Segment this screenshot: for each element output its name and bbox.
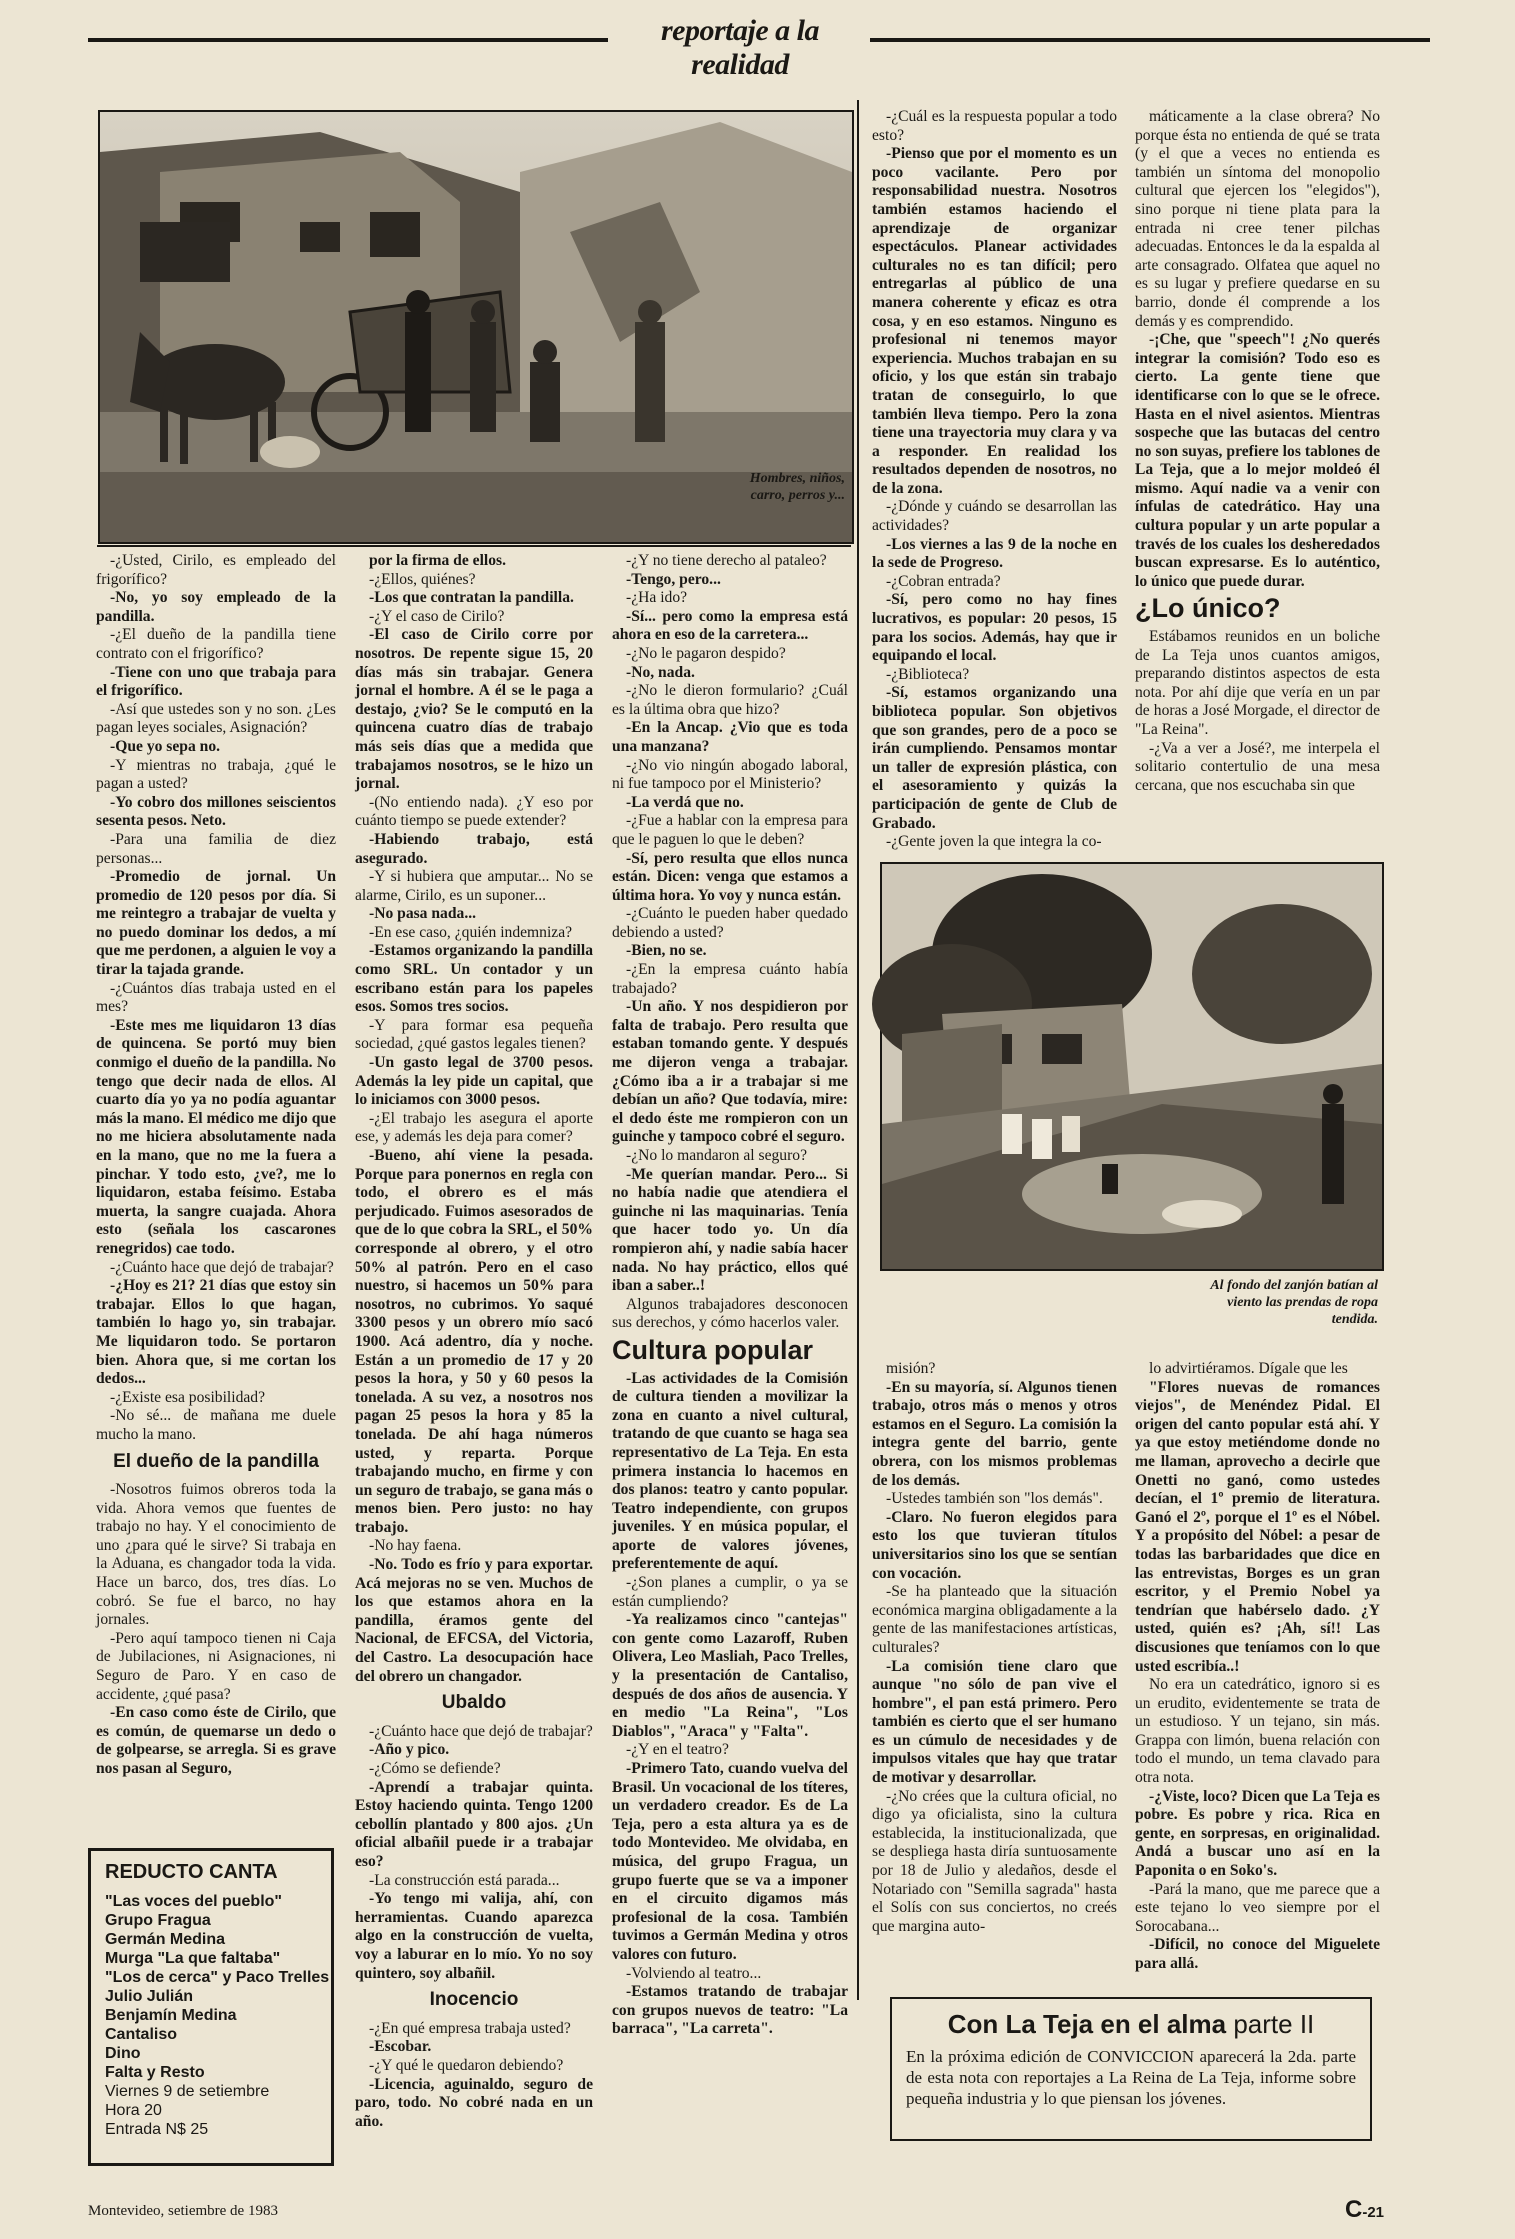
answer-paragraph: por la firma de ellos.: [369, 552, 507, 569]
question-paragraph: -¿El dueño de la pandilla tiene contrato con el frigorífico?: [96, 626, 336, 662]
question-paragraph: -Volviendo al teatro...: [626, 1964, 762, 1982]
answer-paragraph: -Bueno, ahí viene la pesada. Porque para ponernos en regla con todo, el obrero es el más perjudicado. Fuimos asesorados de que de lo que cobra la SRL, el 50% corresponde al obrero, y el otro 50% al patrón. Pero en el caso nuestro, si hacemos un 50% para nosotros, no cubrimos. Yo saqué 3300 pesos y un obrero mío sacó 1900. Acá adentro, día y noche. Están a un promedio de 17 y 20 pesos la hora, y 50 y 60 pesos la tonelada. A su vez, a nosotros nos pagan 25 pesos la hora y 85 la tonelada. De ahí haga números usted, y reparta. Porque trabajando mucho, en firme y con un seguro de trabajo, se gana más o menos bien. Pero justo: no hay trabajo.: [355, 1147, 593, 1536]
question-paragraph: -¿No crées que la cultura oficial, no digo ya oficialista, sino la cultura establecida, la institucionalizada, que se despliega hasta diría suntuosamente por 18 de Julio y aledaños, desde el Notariado con "Semilla sagrada" hasta el Solís con sus conciertos, no creés que margina auto-: [872, 1787, 1117, 1935]
photo2-caption: Al fondo del zanjón batían al viento las prendas de ropa tendida.: [1210, 1278, 1378, 1327]
answer-paragraph: -Los viernes a las 9 de la noche en la sede de Progreso.: [872, 535, 1117, 572]
answer-paragraph: "Flores nuevas de romances viejos", de Menéndez Pidal. El origen del canto popular está ahí. Y ya que estoy metiéndome donde no me llaman, aprovecho a decirle que Onetti no ganó, como ustedes decían, el 1º premio de literatura. Ganó el 2º, porque el 1º es el Nóbel. Y a propósito del Nóbel: a pesar de todas las barbaridades que dice en las entrevistas, Borges es un gran escritor, y el Premio Nobel ya tendrían que habérselo dado. ¿Y usted, quién es? ¡Ah, sí!! Las discusiones que teníamos con lo que usted escribía..!: [1135, 1378, 1380, 1675]
question-paragraph: -¿No le pagaron despido?: [626, 644, 786, 662]
answer-paragraph: -Yo cobro dos millones seiscientos sesenta pesos. Neto.: [96, 793, 336, 830]
question-paragraph: -¿Va a ver a José?, me interpela el solitario contertulio de una mesa cercana, que nos escuchaba sin que: [1135, 739, 1380, 794]
answer-paragraph: -Sí, estamos organizando una biblioteca popular. Son objetivos que son grandes, pero de a poco se irán cumpliendo. Pensamos montar un taller de expresión plástica, con el asesoramiento y quizás la participación de gente de Club de Grabado.: [872, 684, 1117, 832]
section-heading: Cultura popular: [612, 1334, 813, 1365]
question-paragraph: -¿El trabajo les asegura el aporte ese, y además les deja para comer?: [355, 1109, 593, 1146]
question-paragraph: -Ustedes también son "los demás".: [886, 1490, 1103, 1508]
article-column-3: [612, 552, 848, 2112]
section-heading: ¿Lo único?: [1135, 593, 1281, 624]
rule-under-photo: [97, 545, 851, 547]
question-paragraph: -Pará la mano, que me parece que a este tejano lo veo siempre por el Sorocabana...: [1135, 1880, 1380, 1935]
lineup-item: Cantaliso: [105, 2026, 178, 2043]
promo-title-main: Con La Teja en el alma: [947, 2009, 1227, 2039]
question-paragraph: -¿Cuánto le pueden haber quedado debiendo a usted?: [612, 905, 848, 941]
lineup-item: Benjamín Medina: [105, 2007, 237, 2024]
subheading: Ubaldo: [441, 1692, 507, 1714]
answer-paragraph: -¿Hoy es 21? 21 días que estoy sin trabajar. Ellos lo que hagan, también lo hago yo, sin trabajar. Me liquidaron todo. Se portaron bien. Ahora que, si me cortan los dedos...: [96, 1277, 336, 1388]
answer-paragraph: -No pasa nada...: [369, 905, 477, 923]
answer-paragraph: -Los que contratan la pandilla.: [369, 589, 574, 607]
question-paragraph: -Y mientras no trabaja, ¿qué le pagan a usted?: [96, 756, 336, 793]
answer-paragraph: -Estamos tratando de trabajar con grupos nuevos de teatro: "La barraca", "La carreta".: [612, 1983, 848, 2038]
answer-paragraph: -Sí, pero como no hay fines lucrativos, es popular: 20 pesos, 15 para los socios. Además, hay que ir equipando el local.: [872, 591, 1117, 665]
question-paragraph: No era un catedrático, ignoro si es un erudito, evidentemente se trata de un estudioso. Y un tejano, sin más. Grappa con limón, buena relación con todo el mundo, un tema clavado para otra nota.: [1135, 1676, 1380, 1787]
question-paragraph: -¿Fue a hablar con la empresa para que le paguen lo que le deben?: [612, 812, 848, 848]
question-paragraph: -Y si hubiera que amputar... No se alarme, Cirilo, es un suponer...: [355, 868, 593, 904]
header-rule-left: [88, 38, 608, 42]
promo-title: [892, 2009, 1370, 2040]
footer-place-date: Montevideo, setiembre de 1983: [88, 2203, 278, 2219]
answer-paragraph: -¿Viste, loco? Dicen que La Teja es pobre. Es pobre y rica. Rica en gente, en sorpresas, en originalidad. Andá a buscar uno así en la Paponita o en Soko's.: [1135, 1787, 1380, 1880]
magazine-mark: C: [1345, 2196, 1363, 2223]
answer-paragraph: -Habiendo trabajo, está asegurado.: [355, 830, 593, 867]
answer-paragraph: -Las actividades de la Comisión de cultura tienden a movilizar la zona en cuanto a nivel cultural, tratando de que cuanto se haga sea representativo de La Teja. En esta primera instancia lo hacemos en dos planos: teatro y canto popular. Teatro independiente, con grupos juveniles. Y en música popular, el aporte de valores jóvenes, preferentemente de aquí.: [612, 1369, 848, 1573]
answer-paragraph: -En la Ancap. ¿Vio que es toda una manzana?: [612, 719, 848, 755]
answer-paragraph: -¡Che, que "speech"! ¿No querés integrar la comisión? Todo eso es cierto. La gente tiene que identificarse con lo que se le ofrece. Hasta en el nivel asientos. Mientras sospeche que las butacas del centro no son suyas, prefiere los tablones de La Teja, que a lo mejor moldeó él mismo. Aquí nadie va a venir con ínfulas de catedrático. Hay una cultura popular y un arte popular a través de los cuales los desheredados buscan expresarse. Es lo auténtico, lo único que puede durar.: [1135, 331, 1380, 590]
question-paragraph: -¿Y qué le quedaron debiendo?: [369, 2056, 564, 2074]
question-paragraph: -La construcción está parada...: [369, 1871, 560, 1889]
article-column-1: [96, 552, 336, 1832]
subheading: El dueño de la pandilla: [113, 1450, 319, 1472]
question-paragraph: -¿Y en el teatro?: [626, 1741, 729, 1759]
question-paragraph: misión?: [886, 1360, 936, 1377]
question-paragraph: Algunos trabajadores desconocen sus derechos, y cómo hacerlos valer.: [612, 1295, 848, 1332]
answer-paragraph: -Este mes me liquidaron 13 días de quincena. Se portó muy bien conmigo el dueño de la pandilla. No tengo que decir nada de ellos. Al cuarto día yo ya no podía aguantar más la mano. El médico me dijo que no me hiciera absolutamente nada en la mano, que no me la fuera a pinchar. Y todo esto, ¿ve?, me lo liquidaron, estaba feísimo. Estaba muerta, la sangre cuajada. Ahora esto (señala los cascarones renegridos) cae todo.: [96, 1016, 336, 1257]
article-column-4-bottom: [872, 1360, 1117, 1975]
lineup-item: Falta y Resto: [105, 2064, 205, 2081]
question-paragraph: -No hay faena.: [369, 1537, 462, 1555]
page-number: [1345, 2196, 1384, 2224]
question-paragraph: -¿Cuánto hace que dejó de trabajar?: [110, 1258, 334, 1276]
lineup-item: "Las voces del pueblo": [105, 1893, 282, 1910]
lineup-item: Hora 20: [105, 2102, 162, 2119]
lineup-item: Julio Julián: [105, 1988, 194, 2005]
answer-paragraph: -En caso como éste de Cirilo, que es común, de quemarse un dedo o de golpearse, se arregla. Si es grave nos pasan al Seguro,: [96, 1704, 336, 1777]
answer-paragraph: -Tengo, pero...: [626, 570, 721, 588]
answer-paragraph: -Sí... pero como la empresa está ahora en eso de la carretera...: [612, 607, 848, 644]
reducto-canta-title: REDUCTO CANTA: [105, 1861, 278, 1883]
question-paragraph: -En ese caso, ¿quién indemniza?: [369, 923, 573, 941]
answer-paragraph: -Pienso que por el momento es un poco vacilante. Pero por responsabilidad nuestra. Nosotros también estamos haciendo el aprendizaje de organizar espectáculos. Planear actividades culturales no es tan difícil; pero entregarlas al público de una manera coherente y eficaz es otra cosa, y en eso estamos. Ninguno es profesional ni tenemos mayor experiencia. Muchos trabajan en su oficio, y los que están sin trabajo tratan de conseguirlo, lo que también lleva tiempo. Pero la zona tiene una trayectoria muy clara y va a responder. En realidad los resultados dependen de nosotros, no de la zona.: [872, 145, 1117, 497]
header-rule-right: [870, 38, 1430, 42]
question-paragraph: -¿Cómo se defiende?: [369, 1760, 501, 1777]
lineup-item: Murga "La que faltaba": [105, 1950, 281, 1967]
reducto-canta-lineup: [105, 1892, 331, 2139]
question-paragraph: -¿Dónde y cuándo se desarrollan las actividades?: [872, 498, 1117, 535]
answer-paragraph: -Primero Tato, cuando vuelva del Brasil. Un vocacional de los títeres, un verdadero creador. Es de La Teja, pero a esta altura ya es de todo Montevideo. Me olvidaba, en música, del grupo Fragua, un grupo fuerte que se va a imponer en el circuito digamos más profesional de la cosa. También tuvimos a Germán Medina y otros valores con futuro.: [612, 1760, 848, 1963]
photo1-caption: Hombres, niños, carro, perros y...: [749, 471, 845, 503]
question-paragraph: -Para una familia de diez personas...: [96, 830, 336, 867]
question-paragraph: -(No entiendo nada). ¿Y eso por cuánto tiempo se puede extender?: [355, 793, 593, 830]
question-paragraph: Estábamos reunidos en un boliche de La Teja unos cuantos amigos, preparando distintos aspectos de esta nota. Por ahí dije que vería en un par de horas a José Morgade, el director de "La Reina".: [1135, 628, 1380, 738]
question-paragraph: -¿Cuántos días trabaja usted en el mes?: [96, 979, 336, 1016]
answer-paragraph: -Un año. Y nos despidieron por falta de trabajo. Pero resulta que estaban tomando gente. Y después me dijeron venga a trabajar. ¿Cómo iba a ir a trabajar si me debían un año? Que todavía, mire: el dedo éste me rompieron con un guinche y tampoco cobré el seguro.: [612, 998, 848, 1146]
answer-paragraph: -Aprendí a trabajar quinta. Estoy haciendo quinta. Tengo 1200 cebollín plantado y 800 ajos. ¿Un oficial albañil puede ir a trabajar eso?: [355, 1778, 593, 1870]
question-paragraph: -Y para formar esa pequeña sociedad, ¿qué gastos legales tienen?: [355, 1016, 593, 1053]
next-edition-promo: [890, 1997, 1372, 2141]
question-paragraph: -¿Cuál es la respuesta popular a todo esto?: [872, 108, 1117, 144]
answer-paragraph: -El caso de Cirilo corre por nosotros. De repente sigue 15, 20 días más sin trabajar. Genera jornal el hombre. A él se le paga a destajo, ¿vio? Se le computó en la quincena cuatro días de trabajo más seis días que a medida que trabajamos nosotros, se le hizo un jornal.: [355, 626, 593, 793]
article-column-5-top: [1135, 108, 1380, 853]
promo-body: En la próxima edición de CONVICCION aparecerá la 2da. parte de esta nota con reportajes a La Reina de La Teja, informe sobre pequeña industria y lo que piensan los jóvenes.: [906, 2047, 1356, 2108]
answer-paragraph: -Escobar.: [369, 2038, 432, 2056]
question-paragraph: -Se ha planteado que la situación económica margina obligadamente a la gente de las manifestaciones artísticas, culturales?: [872, 1583, 1117, 1656]
page-number-value: -21: [1362, 2204, 1385, 2221]
answer-paragraph: -Difícil, no conoce del Miguelete para allá.: [1135, 1936, 1380, 1972]
question-paragraph: -¿En qué empresa trabaja usted?: [369, 2019, 571, 2037]
answer-paragraph: -La verdá que no.: [626, 793, 744, 811]
lineup-item: Dino: [105, 2045, 141, 2062]
answer-paragraph: -Un gasto legal de 3700 pesos. Además la ley pide un capital, que lo iniciamos con 3000 pesos.: [355, 1054, 593, 1109]
question-paragraph: -¿No lo mandaron al seguro?: [626, 1147, 807, 1164]
answer-paragraph: -Yo tengo mi valija, ahí, con herramientas. Cuando aparezca algo en la construcción de vuelta, voy a laburar en lo mío. Yo no soy quintero, soy albañil.: [355, 1890, 593, 1982]
answer-paragraph: -La comisión tiene claro que aunque "no sólo de pan vive el hombre", el pan está primero. Pero también es cierto que el ser humano es un cúmulo de necesidades y de impulsos vitales que hay que tratar de motivar y desarrollar.: [872, 1657, 1117, 1787]
answer-paragraph: -Promedio de jornal. Un promedio de 120 pesos por día. Si me reintegro a trabajar de vuelta y no puedo dominar los dedos, a mí que me perdonen, a alguien le voy a tirar la tajada grande.: [96, 868, 336, 979]
answer-paragraph: -No. Todo es frío y para exportar. Acá mejoras no se ven. Muchos de los que estamos ahora en la pandilla, éramos gente del Nacional, de EFCSA, del Victoria, del Castro. La desocupación hace del obrero un changador.: [355, 1556, 593, 1685]
rule-col-divider: [857, 100, 859, 2000]
photo-ravine-laundry: [880, 862, 1384, 1271]
subheading: Inocencio: [429, 1989, 519, 2011]
answer-paragraph: -Tiene con uno que trabaja para el frigorífico.: [96, 663, 336, 700]
question-paragraph: -¿Existe esa posibilidad?: [110, 1388, 266, 1406]
question-paragraph: -¿Usted, Cirilo, es empleado del frigorífico?: [96, 552, 336, 588]
answer-paragraph: -Sí, pero resulta que ellos nunca están. Dicen: venga que estamos a última hora. Yo voy y nunca están.: [612, 849, 848, 904]
answer-paragraph: -Año y pico.: [369, 1741, 450, 1759]
section-header: reportaje a la realidad: [661, 14, 819, 81]
question-paragraph: -¿Cobran entrada?: [886, 572, 1001, 590]
answer-paragraph: -Me querían mandar. Pero... Si no había nadie que atendiera el guinche ni las maquinarias. Tenía que hacer todo yo. Un día rompieron ahí, y nadie sabía hacer nada. No hay práctico, ellos qué iban a saber..!: [612, 1165, 848, 1295]
answer-paragraph: -Bien, no se.: [626, 942, 707, 960]
question-paragraph: máticamente a la clase obrera? No porque ésta no entienda de qué se trata (y el que a veces no entienda es también un síntoma del monopolio cultural que ejercen los "elegidos"), sino porque ni tiene plata para la entrada ni cree tener pilchas adecuadas. Entonces le da la espalda al arte consagrado. Olfatea que aquel no es su lugar y prefiere quedarse en su barrio, donde él comprende a los demás y es comprendido.: [1135, 108, 1380, 330]
lineup-item: Viernes 9 de setiembre: [105, 2083, 270, 2100]
answer-paragraph: -No, yo soy empleado de la pandilla.: [96, 589, 336, 625]
article-column-4-top: [872, 108, 1117, 853]
question-paragraph: -¿Son planes a cumplir, o ya se están cumpliendo?: [612, 1574, 848, 1610]
question-paragraph: -¿No vio ningún abogado laboral, ni fue tampoco por el Ministerio?: [612, 756, 848, 793]
question-paragraph: -Pero aquí tampoco tienen ni Caja de Jubilaciones, ni Asignaciones, ni Seguro de Paro. Y en caso de accidente, ¿qué pasa?: [96, 1629, 336, 1703]
question-paragraph: -¿Y no tiene derecho al pataleo?: [626, 552, 827, 569]
question-paragraph: -¿Cuánto hace que dejó de trabajar?: [369, 1722, 593, 1740]
answer-paragraph: -Licencia, aguinaldo, seguro de paro, todo. No cobré nada en un año.: [355, 2075, 593, 2130]
answer-paragraph: -No, nada.: [626, 663, 695, 681]
lineup-item: Germán Medina: [105, 1931, 226, 1948]
promo-title-part: parte II: [1233, 2009, 1315, 2039]
question-paragraph: -¿En la empresa cuánto había trabajado?: [612, 961, 848, 997]
article-column-5-bottom: [1135, 1360, 1380, 1975]
answer-paragraph: -Que yo sepa no.: [110, 737, 221, 755]
question-paragraph: -¿Ellos, quiénes?: [369, 570, 476, 588]
question-paragraph: lo advirtiéramos. Dígale que les: [1149, 1360, 1348, 1377]
question-paragraph: -¿Biblioteca?: [886, 665, 970, 683]
question-paragraph: -¿Gente joven la que integra la co-: [886, 833, 1102, 851]
answer-paragraph: -Claro. No fueron elegidos para esto los que tuvieran títulos universitarios sino los que se sentían con vocación.: [872, 1508, 1117, 1582]
article-column-2: [355, 552, 593, 2130]
question-paragraph: -No sé... de mañana me duele mucho la mano.: [96, 1407, 336, 1443]
reducto-canta-box: [88, 1848, 334, 2166]
lineup-item: Grupo Fragua: [105, 1912, 211, 1929]
lineup-item: "Los de cerca" y Paco Trelles: [105, 1969, 330, 1986]
question-paragraph: -Así que ustedes son y no son. ¿Les pagan leyes sociales, Asignación?: [96, 700, 336, 737]
answer-paragraph: -Ya realizamos cinco "cantejas" con gente como Lazaroff, Ruben Olivera, Leo Masliah, Paco Trelles, y la presentación de Cantaliso, después de dos años de ausencia. Y en medio "La Reina", "Los Diablos", "Araca" y "Falta".: [612, 1611, 848, 1740]
question-paragraph: -¿Ha ido?: [626, 589, 688, 607]
question-paragraph: -¿No le dieron formulario? ¿Cuál es la última obra que hizo?: [612, 682, 848, 718]
answer-paragraph: -Estamos organizando la pandilla como SRL. Un contador y un escribano están para los papeles esos. Somos tres socios.: [355, 942, 593, 1016]
question-paragraph: -¿Y el caso de Cirilo?: [369, 607, 505, 625]
question-paragraph: -Nosotros fuimos obreros toda la vida. Ahora vemos que fuentes de trabajo no hay. Y el conocimiento de uno ¿para qué le sirve? Si trabaja en la Aduana, es changador toda la vida. Hace un barco, dos, tres días. Lo cobró. Se fue el barco, no hay jornales.: [96, 1481, 336, 1629]
answer-paragraph: -En su mayoría, sí. Algunos tienen trabajo, otros más o menos y otros estamos en el Seguro. La comisión la integra gente del barrio, gente obrera, con los mismos problemas de los demás.: [872, 1378, 1117, 1489]
lineup-item: Entrada N$ 25: [105, 2121, 209, 2138]
